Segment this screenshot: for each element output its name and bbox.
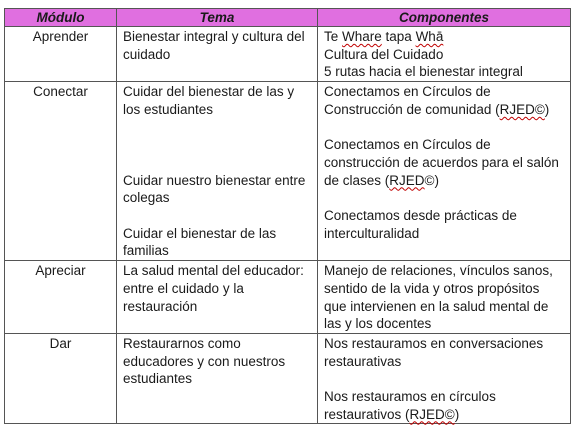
table-row-apreciar [5,261,571,334]
cell-modulo: Aprender [5,27,117,82]
spellcheck-word: Whare [342,29,382,44]
component-text: Nos restauramos en conversaciones restaurativas [324,335,544,369]
cell-componentes: Manejo de relaciones, vínculos sanos, sentido de la vida y otros propósitos que intervienen en la salud mental de las y los docentes [318,261,571,334]
component-text: 5 rutas hacia el bienestar integral [324,64,523,80]
component-text: Conectamos en Círculos de Construcción de comunidad (RJED©) [324,84,550,117]
cell-componentes [318,82,571,261]
tema-text: Cuidar el bienestar de las familias [123,225,277,259]
table-row-dar [5,333,571,424]
cell-componentes [318,333,571,424]
table-row-aprender [5,27,571,82]
cell-modulo: Conectar [5,82,117,261]
component-text: Conectamos en Círculos de construcción de acuerdos para el salón de clases (RJED©) [324,137,559,188]
cell-modulo: Dar [5,333,117,424]
tema-text: Cuidar nuestro bienestar entre colegas [123,172,306,206]
table-header-row [5,9,571,27]
spellcheck-word: RJED© [409,406,455,422]
header-componentes: Componentes [318,9,571,27]
spellcheck-word: Whā [415,29,444,44]
modules-table [4,8,571,424]
cell-modulo: Apreciar [5,261,117,334]
cell-tema: La salud mental del educador: entre el cuidado y la restauración [117,261,318,334]
component-text: Te Whare tapa Whā [324,29,444,44]
cell-tema: Restaurarnos como educadores y con nuestros estudiantes [117,333,318,424]
modules-table-wrapper [4,8,571,424]
cell-tema [117,82,318,261]
cell-tema: Bienestar integral y cultura del cuidado [117,27,318,82]
spellcheck-word: RJED [389,172,425,188]
table-row-conectar [5,82,571,261]
tema-text: Cuidar del bienestar de las y los estudiantes [123,84,295,117]
component-text: Conectamos desde prácticas de interculturalidad [324,208,517,241]
header-tema: Tema [117,9,318,27]
component-text: Nos restauramos en círculos restaurativos (RJED©) [324,389,496,422]
cell-componentes [318,27,571,82]
header-modulo: Módulo [5,9,117,27]
component-text: Cultura del Cuidado [324,46,444,62]
spellcheck-word: RJED© [499,101,545,117]
